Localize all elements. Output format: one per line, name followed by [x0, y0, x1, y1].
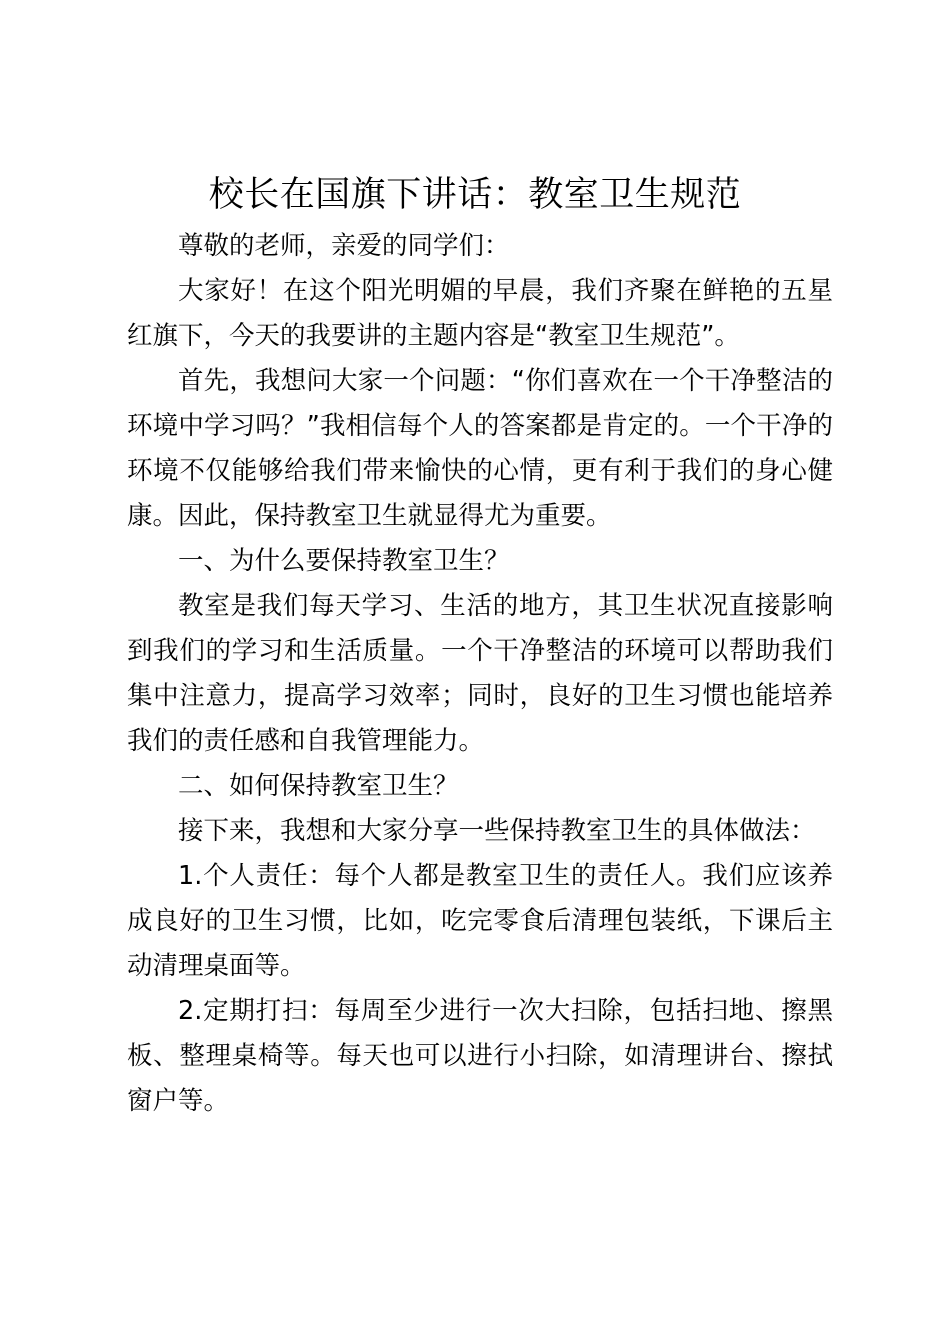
section-heading-how: 二、如何保持教室卫生？ [178, 771, 459, 801]
document-body [127, 224, 833, 1124]
salutation-paragraph: 尊敬的老师，亲爱的同学们： [178, 231, 510, 261]
list-item-personal-responsibility: 1.个人责任：每个人都是教室卫生的责任人。我们应该养成良好的卫生习惯，比如，吃完零食后清理包装纸，下课后主动清理桌面等。 [127, 861, 833, 981]
list-item-regular-cleaning: 2.定期打扫：每周至少进行一次大扫除，包括扫地、擦黑板、整理桌椅等。每天也可以进行小扫除，如清理讲台、擦拭窗户等。 [127, 996, 833, 1116]
section-heading-why: 一、为什么要保持教室卫生？ [178, 546, 510, 576]
why-paragraph: 教室是我们每天学习、生活的地方，其卫生状况直接影响到我们的学习和生活质量。一个干净整洁的环境可以帮助我们集中注意力，提高学习效率；同时，良好的卫生习惯也能培养我们的责任感和自我管理能力。 [127, 591, 833, 756]
how-intro-paragraph: 接下来，我想和大家分享一些保持教室卫生的具体做法： [178, 816, 816, 846]
greeting-paragraph: 大家好！在这个阳光明媚的早晨，我们齐聚在鲜艳的五星红旗下，今天的我要讲的主题内容是“教室卫生规范”。 [127, 276, 833, 351]
intro-question-paragraph: 首先，我想问大家一个问题：“你们喜欢在一个干净整洁的环境中学习吗？”我相信每个人的答案都是肯定的。一个干净的环境不仅能够给我们带来愉快的心情，更有利于我们的身心健康。因此，保持教室卫生就显得尤为重要。 [127, 366, 833, 531]
document-title: 校长在国旗下讲话：教室卫生规范 [208, 175, 742, 215]
